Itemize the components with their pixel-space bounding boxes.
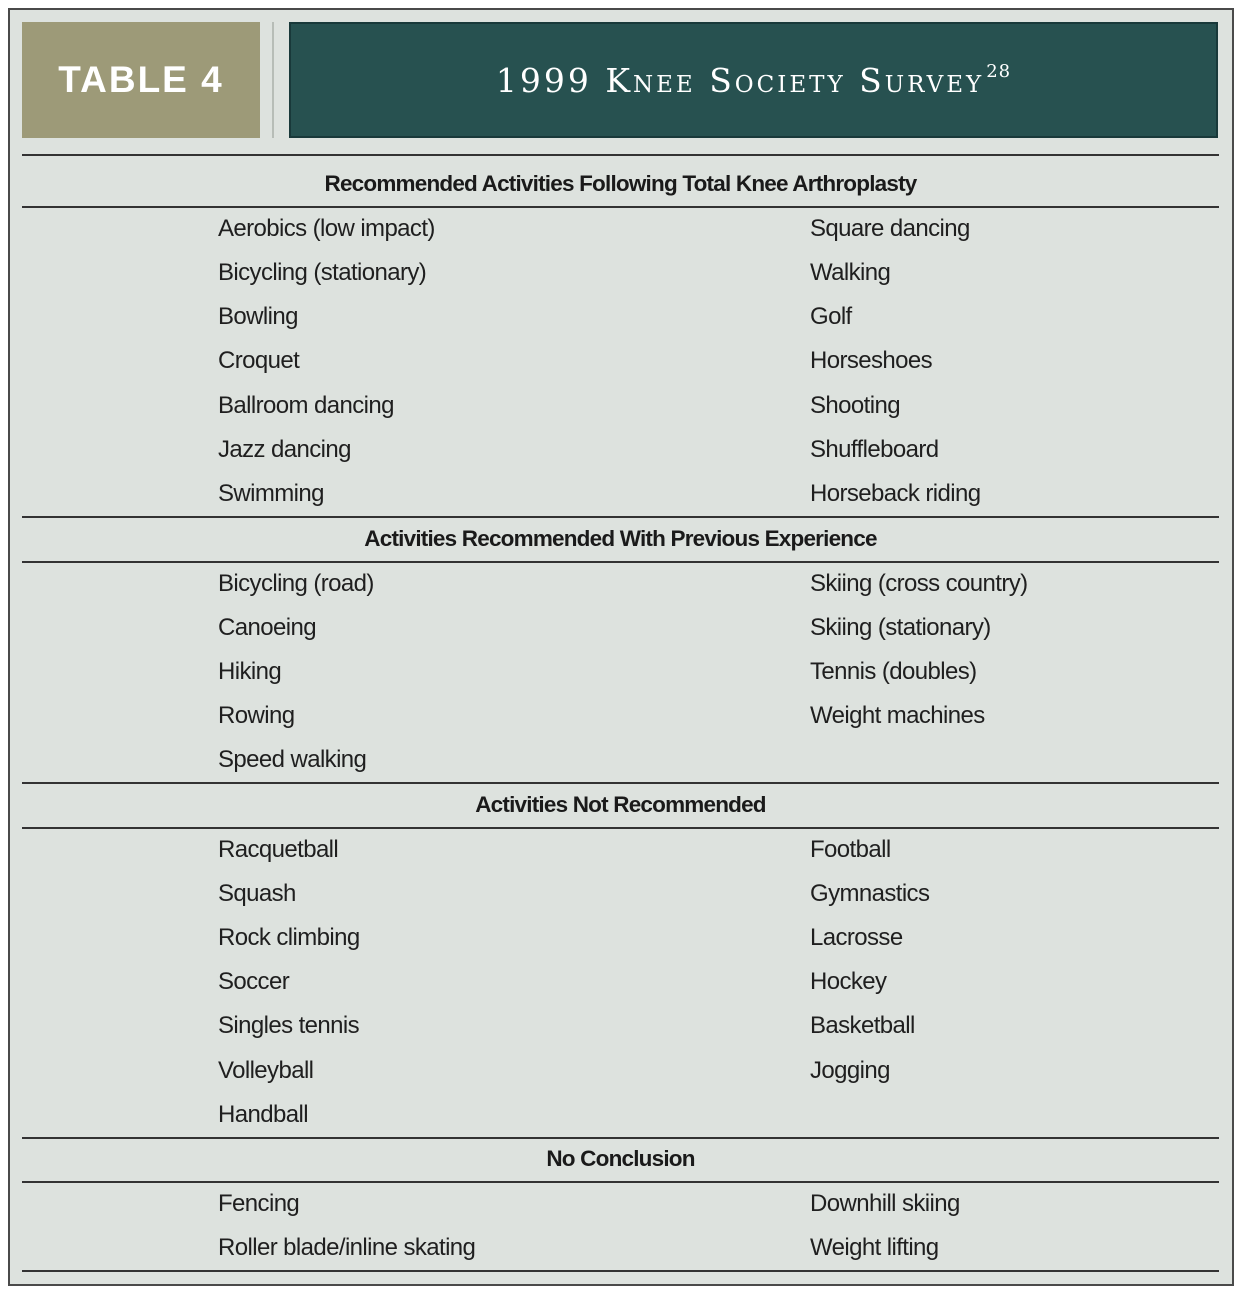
list-item: Racquetball — [218, 836, 339, 863]
list-item: Lacrosse — [810, 924, 903, 951]
list-item: Rock climbing — [218, 924, 360, 951]
list-item: Hockey — [810, 968, 887, 995]
table-label: TABLE 4 — [58, 59, 224, 100]
section-heading: Recommended Activities Following Total Knee Arthroplasty — [324, 171, 917, 196]
list-item: Soccer — [218, 968, 290, 995]
list-item: Speed walking — [218, 746, 367, 773]
top-rule — [22, 154, 1219, 156]
title-reference: 28 — [986, 60, 1012, 82]
list-item: Jogging — [810, 1057, 890, 1084]
list-item: Downhill skiing — [810, 1190, 960, 1217]
section-rule — [22, 1181, 1219, 1183]
list-item: Weight machines — [810, 702, 985, 729]
list-item: Golf — [810, 303, 852, 330]
bottom-rule — [22, 1270, 1219, 1272]
list-item: Singles tennis — [218, 1012, 360, 1039]
list-item: Swimming — [218, 480, 324, 507]
list-item: Skiing (cross country) — [810, 570, 1028, 597]
section-rule — [22, 1137, 1219, 1139]
list-item: Ballroom dancing — [218, 392, 394, 419]
list-item: Square dancing — [810, 215, 970, 242]
list-item: Football — [810, 836, 891, 863]
table-title — [496, 61, 1011, 100]
list-item: Bowling — [218, 303, 298, 330]
list-item: Hiking — [218, 658, 282, 685]
list-item: Skiing (stationary) — [810, 614, 991, 641]
section-heading: Activities Recommended With Previous Experience — [364, 526, 877, 551]
list-item: Volleyball — [218, 1057, 314, 1084]
section-heading: No Conclusion — [546, 1146, 695, 1171]
list-item: Horseshoes — [810, 347, 933, 374]
section-heading: Activities Not Recommended — [475, 792, 766, 817]
list-item: Shuffleboard — [810, 436, 939, 463]
list-item: Gymnastics — [810, 880, 930, 907]
list-item: Weight lifting — [810, 1234, 939, 1261]
list-item: Bicycling (road) — [218, 570, 374, 597]
list-item: Croquet — [218, 347, 300, 374]
list-item: Walking — [810, 259, 891, 286]
list-item: Tennis (doubles) — [810, 658, 977, 685]
list-item: Fencing — [218, 1190, 300, 1217]
list-item: Bicycling (stationary) — [218, 259, 427, 286]
section-rule — [22, 206, 1219, 208]
table-title-box — [289, 22, 1218, 138]
table-title-text: 1999 Knee Society Survey — [495, 60, 985, 100]
list-item: Jazz dancing — [218, 436, 351, 463]
section-rule — [22, 827, 1219, 829]
list-item: Rowing — [218, 702, 295, 729]
list-item: Canoeing — [218, 614, 316, 641]
table-frame — [8, 8, 1234, 1286]
list-item: Squash — [218, 880, 296, 907]
table-label-box — [22, 22, 260, 138]
list-item: Basketball — [810, 1012, 915, 1039]
section-rule — [22, 561, 1219, 563]
list-item: Shooting — [810, 392, 900, 419]
section-rule — [22, 516, 1219, 518]
header-divider — [272, 22, 274, 138]
list-item: Aerobics (low impact) — [218, 215, 435, 242]
list-item: Roller blade/inline skating — [218, 1234, 476, 1261]
section-rule — [22, 782, 1219, 784]
list-item: Handball — [218, 1101, 308, 1128]
list-item: Horseback riding — [810, 480, 981, 507]
